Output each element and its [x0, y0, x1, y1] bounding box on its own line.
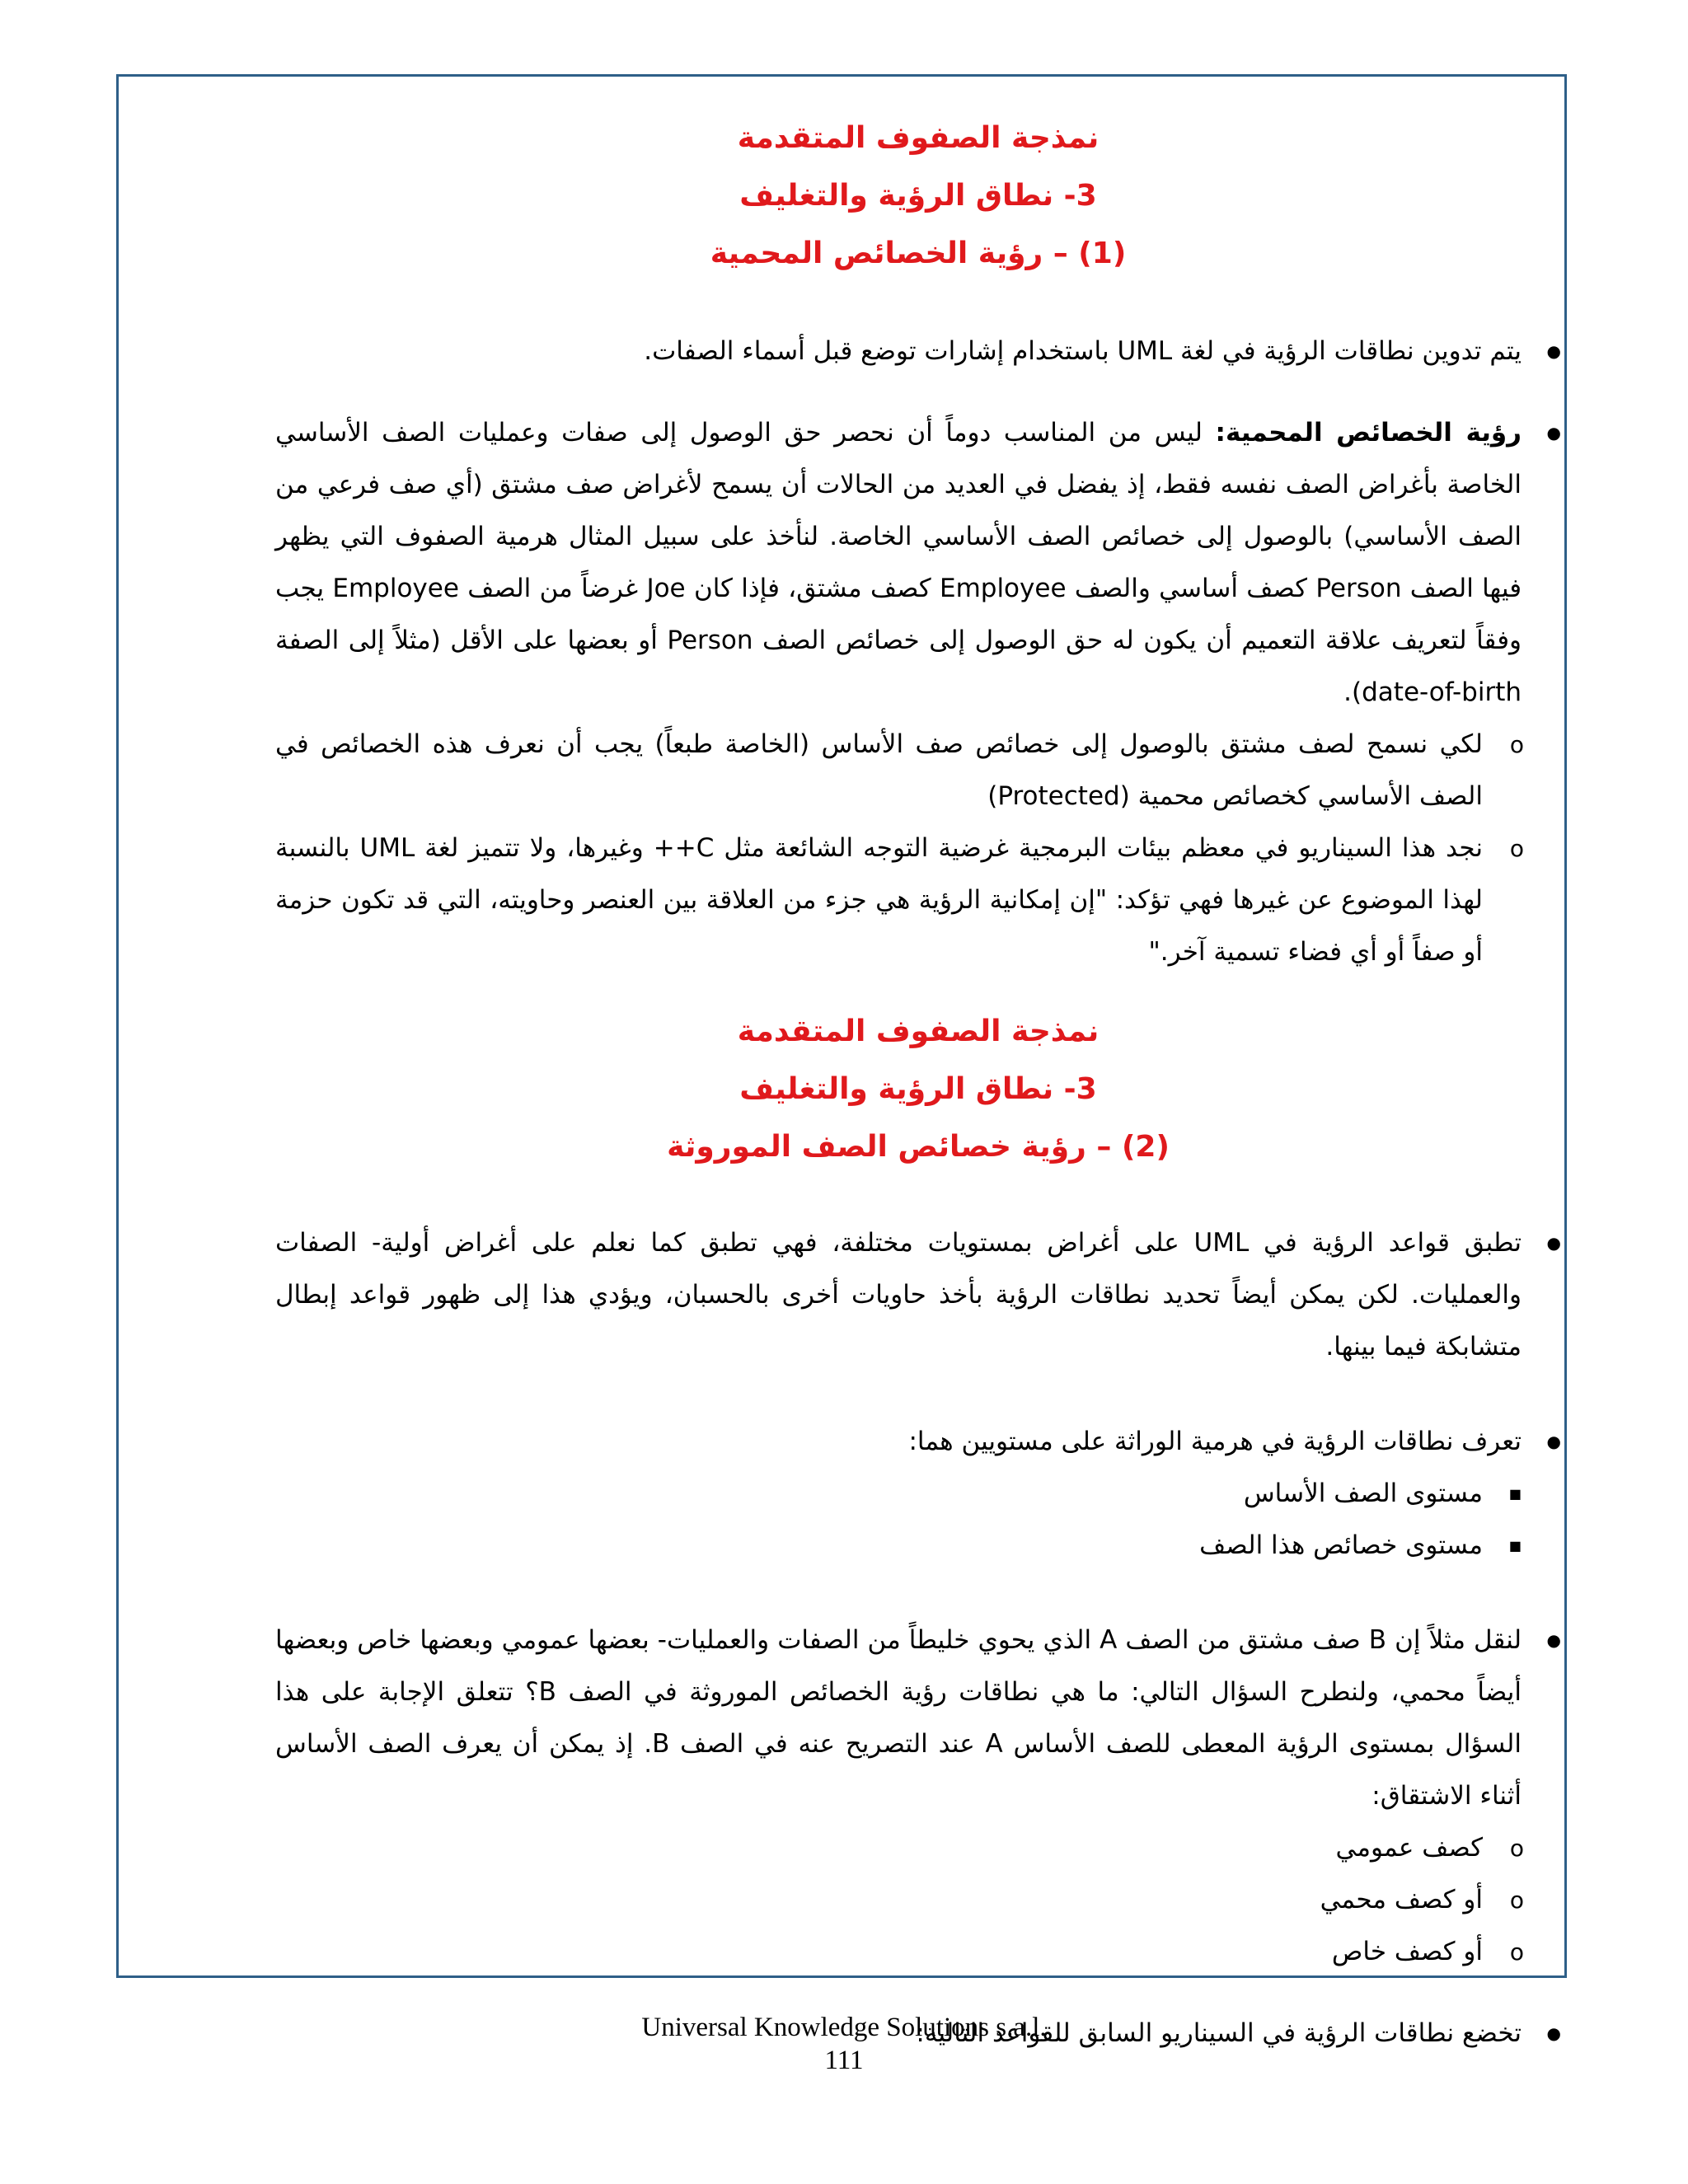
bullet-protected-text: ليس من المناسب دوماً أن نحصر حق الوصول إلى صفات وعمليات الصف الأساسي الخاصة بأغراض الصف نفسه فقط، إذ يفضل في العديد من الحالات أن يسمح لأغراض صف مشتق (أي صف فرعي من الصف الأساسي) بالوصول إلى خصائص الصف الأساسي الخاصة. لنأخذ على سبيل المثال هرمية الصفوف التي يظهر فيها الصف Person كصف أساسي والصف Employee كصف مشتق، فإذا كان Joe غرضاً من الصف Employee يجب وفقاً لتعريف علاقة التعميم أن يكون له حق الوصول إلى خصائص الصف Person أو بعضها على الأقل (مثلاً إلى الصفة date-of-birth). — [275, 418, 1522, 707]
bullet-derived-class-example: ● لنقل مثلاً إن B صف مشتق من الصف A الذي يحوي خليطاً من الصفات والعمليات- بعضها عمومي وبعضها خاص وبعضها أيضاً محمي، ولنطرح السؤال التالي: ما هي نطاقات رؤية الخصائص الموروثة في الصف B؟ تتعلق الإجابة على هذا السؤال بمستوى الرؤية المعطى للصف الأساس A عند التصريح عنه في الصف B. إذ يمكن أن يعرف الصف الأساس أثناء الاشتقاق: — [275, 1615, 1561, 1822]
derivation-option: o أو كصف خاص — [275, 1926, 1561, 1978]
section-2-heading-block — [275, 978, 1561, 1176]
level-item: ■ مستوى الصف الأساس — [275, 1468, 1561, 1520]
footer-company: Universal Knowledge Solutions s.a.l. — [641, 2013, 1047, 2042]
level-item: ■ مستوى خصائص هذا الصف — [275, 1520, 1561, 1572]
section-2-title: نمذجة الصفوف المتقدمة — [737, 1015, 1100, 1048]
derivation-option: o كصف عمومي — [275, 1822, 1561, 1874]
sub-bullet-protected-definition: o لكي نسمح لصف مشتق بالوصول إلى خصائص صف الأساس (الخاصة طبعاً) يجب أن نعرف هذه الخصائص في الصف الأساسي كخصائص محمية (Protected) — [275, 719, 1561, 823]
bullet-lead-term: رؤية الخصائص المحمية: — [1215, 418, 1522, 448]
bullet-uml-visibility-rules: ● تطبق قواعد الرؤية في UML على أغراض بمستويات مختلفة، فهي تطبق كما نعلم على أغراض أولية- الصفات والعمليات. لكن يمكن أيضاً تحديد نطاقات الرؤية بأخذ حاويات أخرى بالحسبان، ويؤدي هذا إلى ظهور قواعد إبطال متشابكة فيما بينها. — [275, 1217, 1561, 1373]
page-footer — [0, 2011, 1688, 2077]
section-2-heading: (2) – رؤية خصائص الصف الموروثة — [667, 1130, 1170, 1164]
bullet-rules-intro: ● تخضع نطاقات الرؤية في السيناريو السابق للقواعد التالية: — [275, 2008, 1561, 2060]
section-1-title: نمذجة الصفوف المتقدمة — [737, 121, 1100, 155]
derivation-option: o أو كصف محمي — [275, 1874, 1561, 1926]
section-1-heading-block — [275, 77, 1561, 283]
page-number: 111 — [824, 2046, 864, 2075]
section-1-heading: (1) – رؤية الخصائص المحمية — [710, 237, 1127, 270]
section-1-subtitle: 3- نطاق الرؤية والتغليف — [739, 179, 1097, 213]
bullet-protected-visibility — [275, 407, 1561, 719]
section-2-subtitle: 3- نطاق الرؤية والتغليف — [739, 1072, 1097, 1106]
sub-bullet-uml-scenario: o نجد هذا السيناريو في معظم بيئات البرمجية غرضية التوجه الشائعة مثل C++ وغيرها، ولا تتميز لغة UML بالنسبة لهذا الموضوع عن غيرها فهي تؤكد: "إن إمكانية الرؤية هي جزء من العلاقة بين العنصر وحاويته، التي قد تكون حزمة أو صفاً أو أي فضاء تسمية آخر." — [275, 823, 1561, 978]
bullet-inheritance-levels: ● تعرف نطاقات الرؤية في هرمية الوراثة على مستويين هما: — [275, 1416, 1561, 1468]
bullet-uml-visibility-notation: ● يتم تدوين نطاقات الرؤية في لغة UML باستخدام إشارات توضع قبل أسماء الصفات. — [275, 326, 1561, 377]
